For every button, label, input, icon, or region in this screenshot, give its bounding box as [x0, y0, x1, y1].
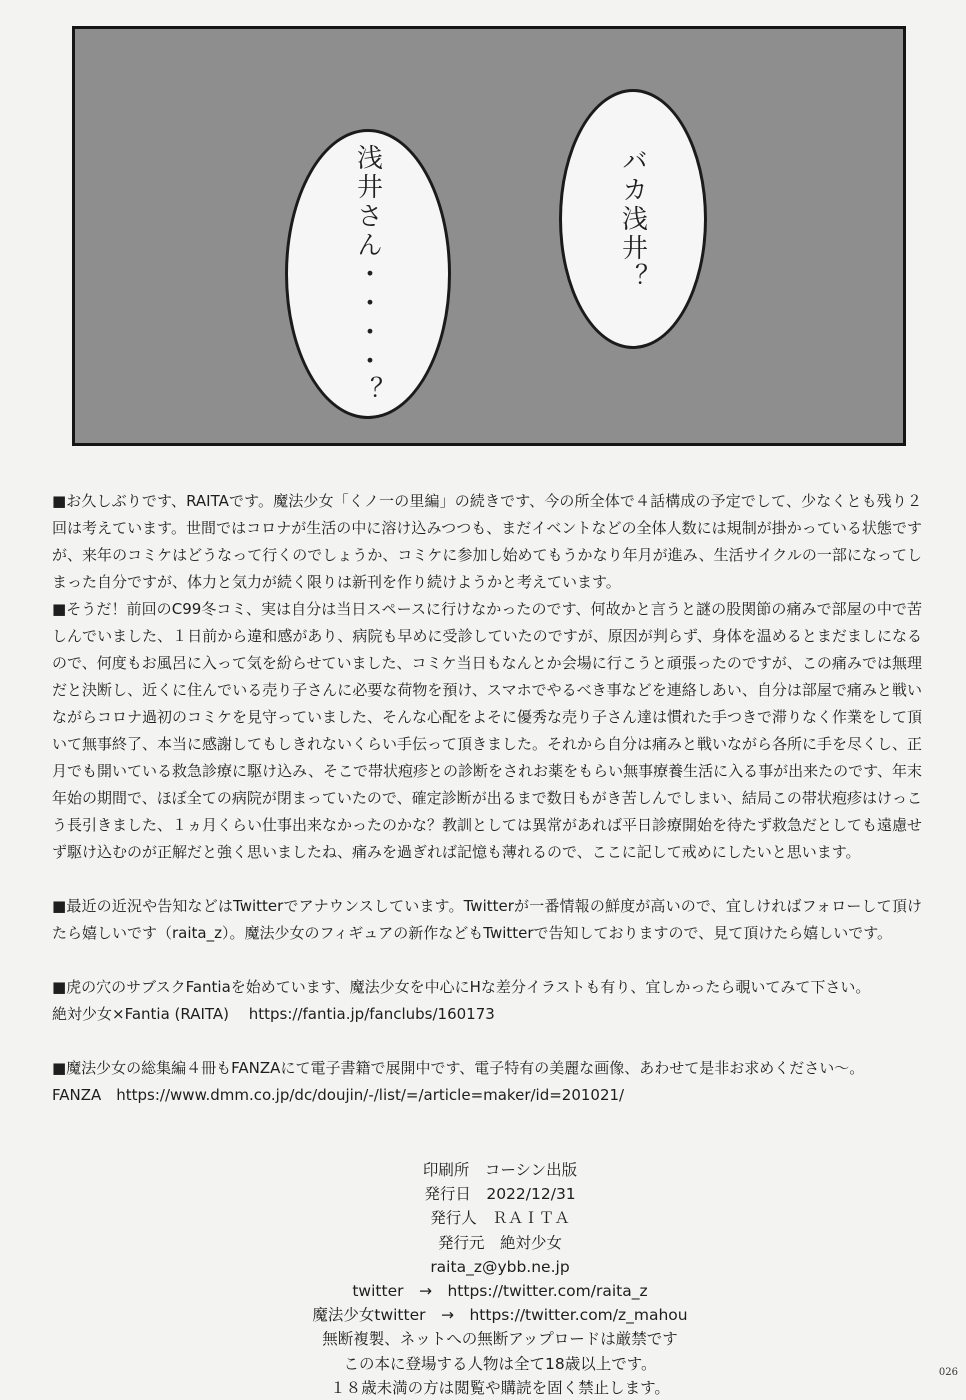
fantia-link: 絶対少女×Fantia (RAITA) https://fantia.jp/fanclubs/160173 [52, 1005, 495, 1023]
paragraph-twitter: ■最近の近況や告知などはTwitterでアナウンスしています。Twitterが一番情報の鮮度が高いので、宜しければフォローして頂けたら嬉しいです（raita_z）。魔法少女のフィギュアの新作などもTwitterで告知しておりますので、見て頂けたら嬉しいです。 [52, 897, 922, 942]
paragraph-greeting: ■お久しぶりです、RAITAです。魔法少女「くノ一の里編」の続きです、今の所全体で４話構成の予定でして、少なくとも残り２回は考えています。世間ではコロナが生活の中に溶け込みつつも、まだイベントなどの全体人数には規制が掛かっている状態ですが、来年のコミケはどうなって行くのでしょうか、コミケに参加し始めてもうかなり年月が進み、生活サイクルの一部になってしまった自分ですが、体力と気力が続く限りは新刊を作り続けようかと考えています。 [52, 492, 922, 591]
date-line: 発行日 2022/12/31 [424, 1185, 576, 1204]
email-line: raita_z@ybb.ne.jp [430, 1257, 570, 1276]
issuer-line: 発行元 絶対少女 [437, 1233, 562, 1252]
notice-line-1: 無断複製、ネットへの無断アップロードは厳禁です [322, 1330, 678, 1349]
paragraph-comiket: ■そうだ！前回のC99冬コミ、実は自分は当日スペースに行けなかったのです、何故かと言うと謎の股関節の痛みで部屋の中で苦しんでいました、１日前から違和感があり、病院も早めに受診していたのですが、原因が判らず、身体を温めるとまだましになるので、何度もお風呂に入って気を紛らせていました、コミケ当日もなんとか会場に行こうと頑張ったのですが、この痛みでは無理だと決断し、近くに住んでいる売り子さんに必要な荷物を預け、スマホでやるべき事などを連絡しあい、自分は部屋で痛みと戦いながらコロナ過初のコミケを見守っていました、そんな心配をよそに優秀な売り子さん達は慣れた手つきで滞りなく作業をして頂いて無事終了、本当に感謝してもしきれないくらい手伝って頂きました。それから自分は痛みと戦いながら各所に手を尽くし、正月でも開いている救急診療に駆け込み、そこで帯状疱疹との診断をされお薬をもらい無事療養生活に入る事が出来たのです、年末年始の期間で、ほぼ全ての病院が閉まっていたので、確定診断が出るまで数日もがき苦しんでしまい、結局この帯状疱疹はけっこう長引きました、１ヵ月くらい仕事出来なかったのかな？教訓としては異常があれば平日診療開始を待たず救急だとしても遠慮せず駆け込むのが正解だと強く思いましたね、痛みを過ぎれば記憶も薄れるので、ここに記して戒めにしたいと思います。 [52, 600, 923, 861]
paragraph-fanza: ■魔法少女の総集編４冊もFANZAにて電子書籍で展開中です、電子特有の美麗な画像、あわせて是非お求めください～。 [52, 1059, 865, 1077]
speech-bubble-left [285, 129, 451, 419]
paragraph-fantia: ■虎の穴のサブスクFantiaを始めています、魔法少女を中心にHな差分イラストも有り、宜しかったら覗いてみて下さい。 [52, 978, 871, 996]
notice-line-2: この本に登場する人物は全て18歳以上です。 [343, 1354, 657, 1373]
fanza-link: FANZA https://www.dmm.co.jp/dc/doujin/-/list/=/article=maker/id=201021/ [52, 1086, 625, 1104]
afterword-text [52, 488, 922, 1109]
colophon [200, 1158, 800, 1400]
twitter2-line: 魔法少女twitter → https://twitter.com/z_mahou [312, 1306, 688, 1325]
bubble-left-text: 浅井さん・・・・？ [352, 143, 383, 405]
page-number: 026 [938, 1367, 958, 1378]
speech-bubble-right [559, 89, 707, 349]
printer-line: 印刷所 コーシン出版 [422, 1161, 578, 1179]
publisher-line: 発行人 ＲＡＩＴＡ [430, 1209, 570, 1228]
manga-panel [72, 26, 906, 446]
bubble-right-text: バカ浅井？ [617, 146, 648, 292]
twitter-line: twitter → https://twitter.com/raita_z [352, 1282, 648, 1301]
notice-line-3: １８歳未満の方は閲覧や購読を固く禁止します。 [330, 1378, 670, 1397]
